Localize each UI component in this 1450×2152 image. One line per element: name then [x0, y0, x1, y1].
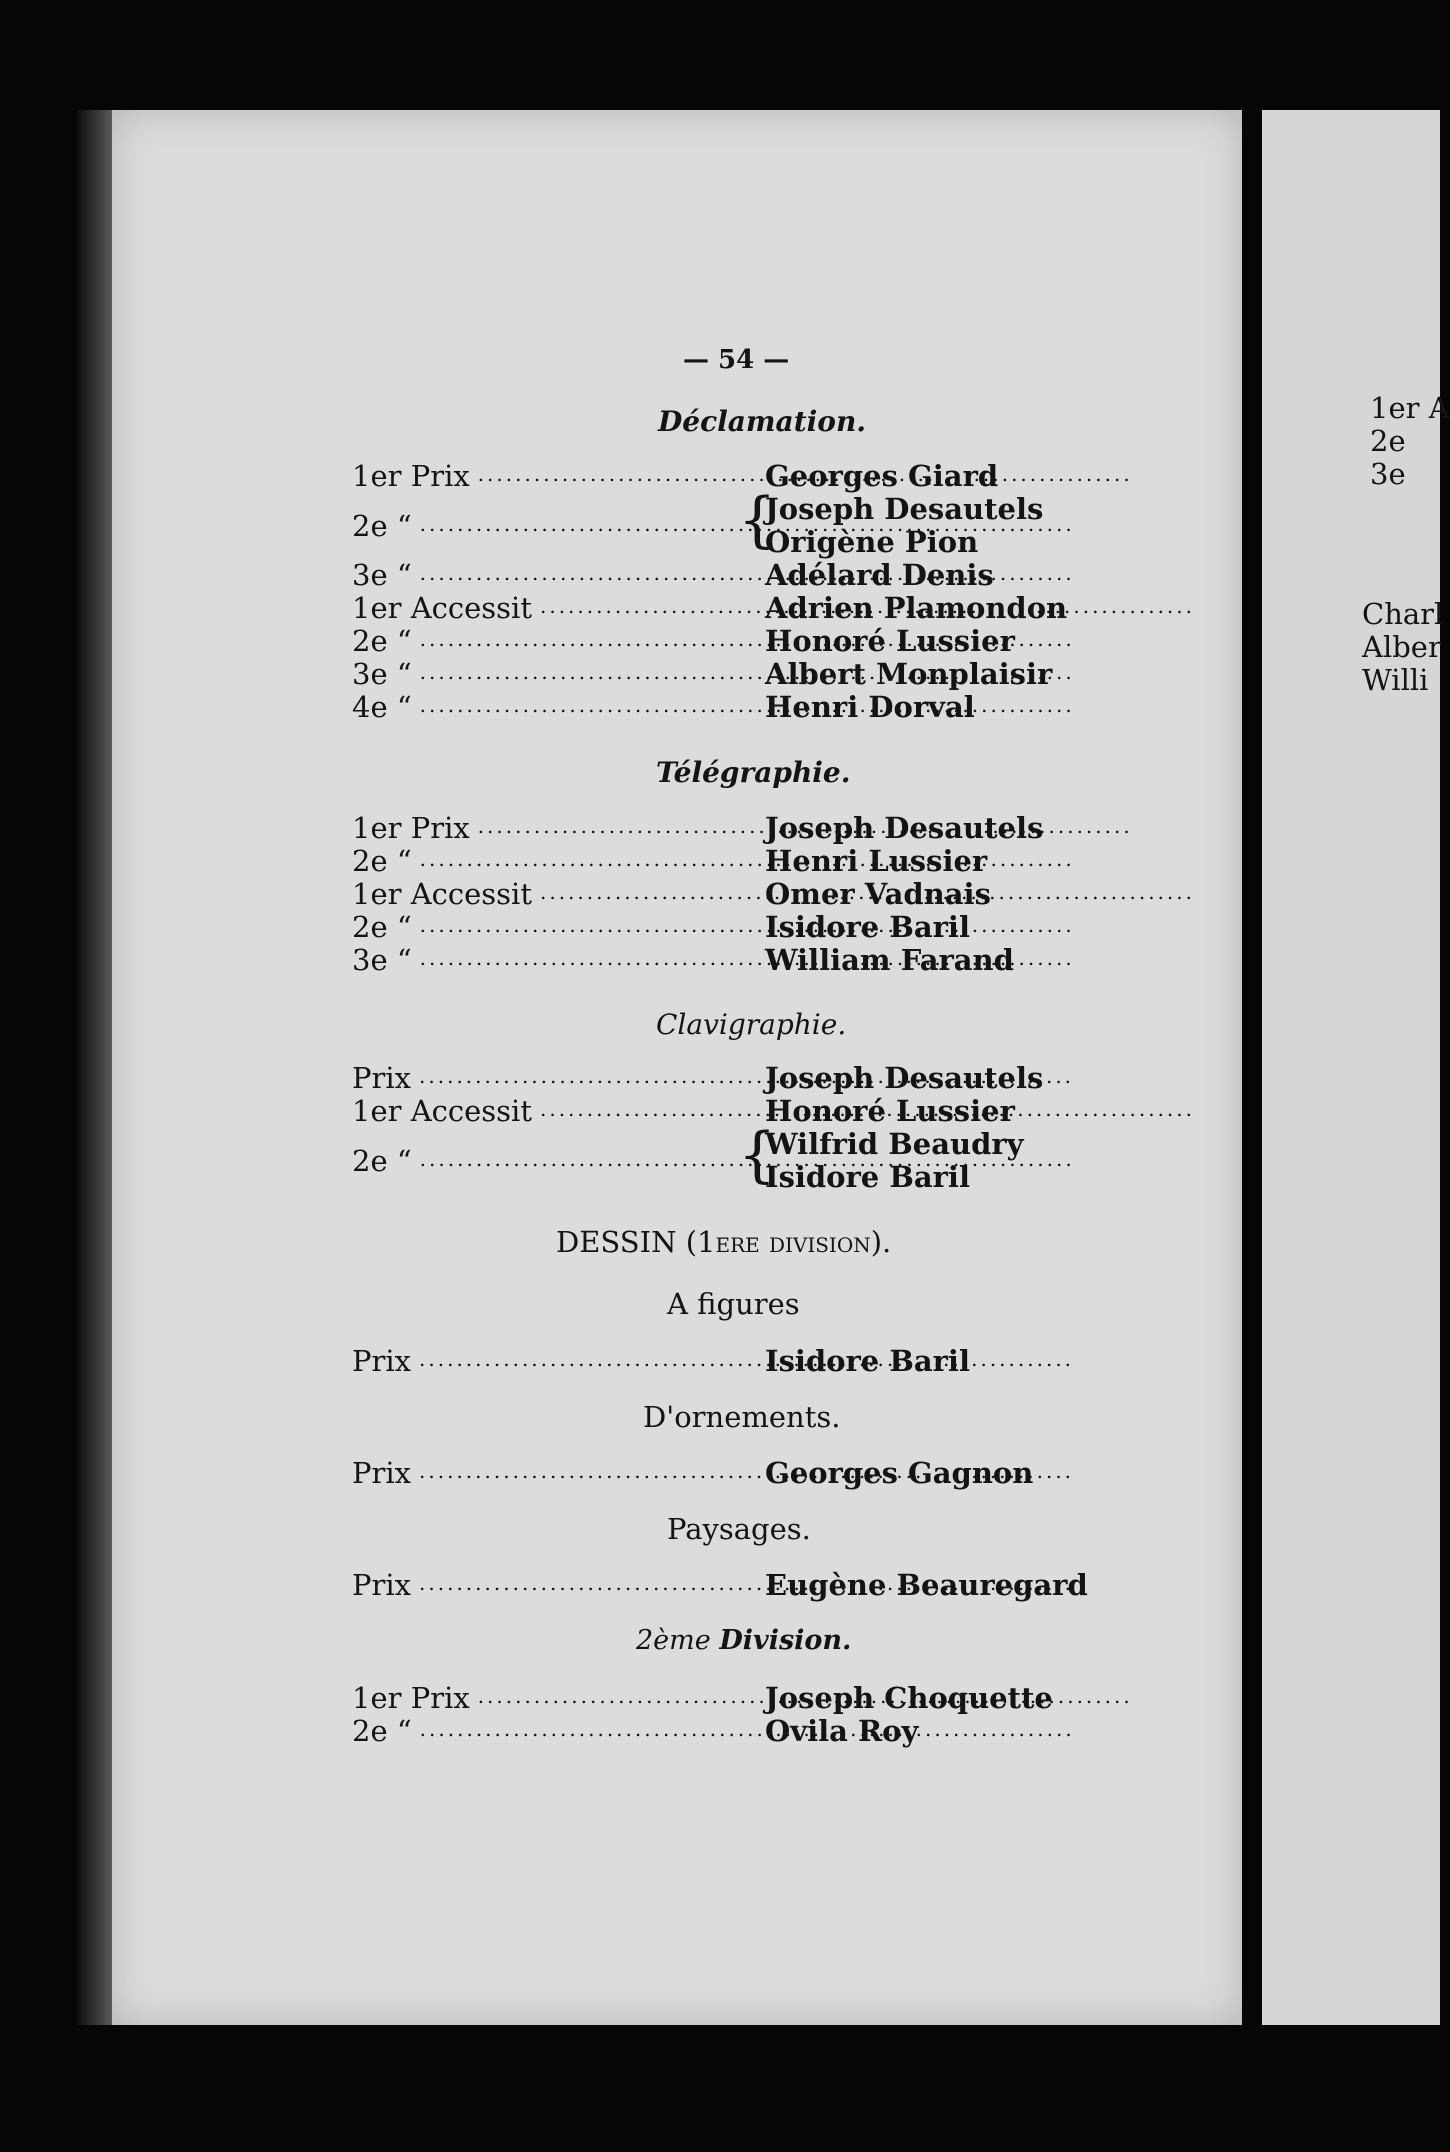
brace-symbol: { — [738, 1120, 777, 1190]
leader-dots — [420, 1715, 742, 1748]
division-2-title: Division. — [719, 1625, 852, 1656]
prize-rank: 3e “ — [352, 657, 412, 691]
leader-dots — [420, 944, 742, 977]
prize-row — [352, 878, 742, 911]
prize-row — [352, 1457, 742, 1490]
prize-row — [352, 845, 742, 878]
facing-page-line: 1er A — [1370, 391, 1450, 425]
prize-row — [352, 625, 742, 658]
leader-dots — [540, 592, 742, 625]
prize-rank: 1er Prix — [352, 811, 470, 845]
facing-page-line: 2e — [1370, 424, 1406, 458]
leader-dots — [478, 460, 742, 493]
winner-name: Albert Monplaisir — [765, 657, 1053, 691]
prize-rank: 1er Accessit — [352, 877, 532, 911]
facing-page-line: Alber — [1362, 630, 1442, 664]
winner-name: Georges Gagnon — [765, 1456, 1034, 1490]
prize-rank: 2e “ — [352, 844, 412, 878]
winner-name: Henri Dorval — [765, 690, 975, 724]
prize-row — [352, 559, 742, 592]
prize-rank: 2e “ — [352, 624, 412, 658]
leader-dots — [478, 1682, 742, 1715]
prize-row — [352, 944, 742, 977]
section-title-clavigraphie: Clavigraphie. — [656, 1008, 847, 1041]
prize-rank: 3e “ — [352, 943, 412, 977]
winner-name: Joseph Choquette — [765, 1681, 1053, 1715]
leader-dots — [420, 559, 742, 592]
brace-symbol: { — [738, 485, 777, 555]
winner-name: Adélard Denis — [765, 558, 994, 592]
section-title-declamation: Déclamation. — [658, 405, 867, 438]
winner-name: Isidore Baril — [765, 1344, 970, 1378]
prize-row — [352, 691, 742, 724]
winner-name: Eugène Beauregard — [765, 1568, 1088, 1602]
leader-dots — [540, 1095, 742, 1128]
prize-rank: 1er Prix — [352, 459, 470, 493]
prize-row — [352, 658, 742, 691]
division-2-prefix: 2ème — [636, 1625, 711, 1656]
winner-name: William Farand — [765, 943, 1014, 977]
prize-rank: 2e “ — [352, 910, 412, 944]
section-title-division-2 — [636, 1625, 851, 1656]
prize-rank: 2e “ — [352, 509, 412, 543]
winner-name: Georges Giard — [765, 459, 999, 493]
leader-dots — [419, 1345, 742, 1378]
facing-page-line: 3e — [1370, 457, 1406, 491]
subsection-title: Paysages. — [667, 1512, 811, 1546]
prize-row — [352, 1715, 742, 1748]
winner-name: Adrien Plamondon — [765, 591, 1068, 625]
prize-row — [352, 460, 742, 493]
prize-rank: 2e “ — [352, 1714, 412, 1748]
prize-row — [352, 1095, 742, 1128]
prize-row — [352, 1569, 742, 1602]
page-number: — 54 — — [683, 345, 790, 375]
prize-row — [352, 1682, 742, 1715]
prize-row — [352, 592, 742, 625]
page-spine-edge — [76, 110, 112, 2025]
winner-name: Ovila Roy — [765, 1714, 919, 1748]
section-heading-dessin — [556, 1225, 891, 1259]
leader-dots — [420, 1145, 742, 1178]
dessin-heading-end: ). — [870, 1225, 892, 1259]
leader-dots — [419, 1457, 742, 1490]
leader-dots — [420, 658, 742, 691]
facing-page-line: Willi — [1362, 663, 1429, 697]
prize-row — [352, 1062, 742, 1095]
leader-dots — [420, 911, 742, 944]
prize-rank: 1er Accessit — [352, 591, 532, 625]
facing-page — [1262, 110, 1450, 2025]
leader-dots — [420, 510, 742, 543]
winner-name: Omer Vadnais — [765, 877, 991, 911]
winner-name: Wilfrid Beaudry — [765, 1127, 1024, 1161]
section-title-telegraphie: Télégraphie. — [656, 756, 851, 789]
prize-rank: 1er Accessit — [352, 1094, 532, 1128]
winner-name: Henri Lussier — [765, 844, 988, 878]
leader-dots — [478, 812, 742, 845]
leader-dots — [419, 1569, 742, 1602]
winner-name: Isidore Baril — [765, 1160, 970, 1194]
winner-name: Joseph Desautels — [765, 811, 1044, 845]
prize-rank: Prix — [352, 1456, 412, 1490]
prize-row — [352, 1145, 742, 1178]
leader-dots — [419, 1062, 742, 1095]
winner-name: Honoré Lussier — [765, 624, 1015, 658]
subsection-title: A figures — [667, 1287, 800, 1321]
leader-dots — [420, 625, 742, 658]
prize-rank: 2e “ — [352, 1144, 412, 1178]
prize-row — [352, 911, 742, 944]
prize-rank: 4e “ — [352, 690, 412, 724]
winner-name: Honoré Lussier — [765, 1094, 1015, 1128]
winner-name: Isidore Baril — [765, 910, 970, 944]
winner-name: Joseph Desautels — [765, 1061, 1044, 1095]
winner-name: Joseph Desautels — [765, 492, 1044, 526]
prize-rank: Prix — [352, 1568, 412, 1602]
prize-row — [352, 510, 742, 543]
prize-row — [352, 1345, 742, 1378]
prize-rank: 3e “ — [352, 558, 412, 592]
leader-dots — [420, 845, 742, 878]
prize-row — [352, 812, 742, 845]
leader-dots — [540, 878, 742, 911]
prize-rank: Prix — [352, 1344, 412, 1378]
facing-page-line: Charl — [1362, 597, 1444, 631]
prize-rank: Prix — [352, 1061, 412, 1095]
winner-name: Origène Pion — [765, 525, 979, 559]
dessin-heading-main: DESSIN ( — [556, 1225, 698, 1259]
prize-rank: 1er Prix — [352, 1681, 470, 1715]
subsection-title: D'ornements. — [643, 1400, 841, 1434]
leader-dots — [420, 691, 742, 724]
dessin-heading-division: 1ere division — [697, 1225, 871, 1259]
